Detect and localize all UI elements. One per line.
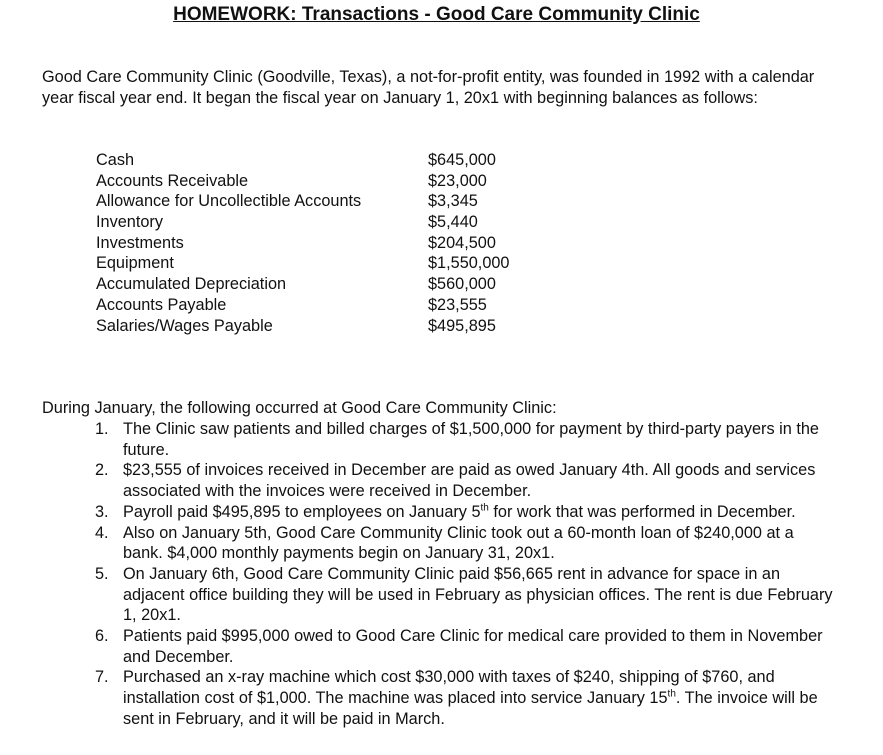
balance-row (96, 295, 510, 316)
list-item (95, 667, 835, 729)
item-number: 4. (95, 523, 109, 542)
account-amount: $23,000 (428, 171, 487, 190)
item-number: 3. (95, 502, 109, 521)
item-text: Purchased an x-ray machine which cost $30,000 with taxes of $240, shipping of $760, and installation cost of $1,000. The machine was placed into service January 15th. The invoice will be sent in February, and it will be paid in March. (123, 668, 818, 728)
account-amount: $1,550,000 (428, 254, 510, 273)
transactions-lead: During January, the following occurred at Good Care Community Clinic: (42, 399, 557, 417)
list-item (95, 564, 835, 626)
transaction-list (95, 419, 835, 730)
item-number: 2. (95, 461, 109, 480)
account-name: Accounts Payable (96, 295, 227, 314)
balance-row (96, 212, 510, 233)
account-name: Salaries/Wages Payable (96, 316, 273, 335)
list-item (95, 626, 835, 667)
item-text: The Clinic saw patients and billed charges of $1,500,000 for payment by third-party payers in the future. (123, 420, 819, 459)
list-item (95, 523, 835, 564)
account-amount: $560,000 (428, 275, 496, 294)
item-number: 7. (95, 668, 109, 687)
account-amount: $5,440 (428, 213, 478, 232)
account-amount: $645,000 (428, 151, 496, 169)
item-text: Payroll paid $495,895 to employees on January 5th for work that was performed in December. (123, 502, 796, 521)
item-number: 6. (95, 627, 109, 646)
account-name: Accounts Receivable (96, 171, 249, 190)
beginning-balances-table (96, 150, 510, 336)
list-item (95, 502, 835, 523)
account-amount: $23,555 (428, 295, 487, 314)
balance-row (96, 233, 510, 254)
balance-row (96, 171, 510, 192)
list-item (95, 460, 835, 501)
item-text: Patients paid $995,000 owed to Good Care Clinic for medical care provided to them in November and December. (123, 627, 823, 666)
balance-row (96, 253, 510, 274)
item-text: $23,555 of invoices received in December are paid as owed January 4th. All goods and services associated with the invoices were received in December. (123, 461, 816, 501)
account-name: Cash (96, 151, 135, 169)
account-name: Equipment (96, 254, 174, 273)
balance-row (96, 191, 510, 212)
list-item (95, 419, 835, 460)
account-name: Accumulated Depreciation (96, 275, 287, 294)
item-text: Also on January 5th, Good Care Community Clinic took out a 60-month loan of $240,000 at a bank. $4,000 monthly payments begin on January 31, 20x1. (123, 523, 794, 563)
balance-row (96, 150, 510, 171)
balance-row (96, 316, 510, 337)
intro-paragraph: Good Care Community Clinic (Goodville, Texas), a not-for-profit entity, was founded in 1992 with a calendar year fiscal year end. It began the fiscal year on January 1, 20x1 with beginning balances as follows: (42, 68, 815, 107)
balance-row (96, 274, 510, 295)
account-amount: $495,895 (428, 316, 496, 335)
item-number: 5. (95, 564, 109, 583)
account-amount: $3,345 (428, 192, 478, 211)
page-title: HOMEWORK: Transactions - Good Care Community Clinic (173, 4, 700, 25)
account-name: Inventory (96, 213, 163, 232)
item-text: On January 6th, Good Care Community Clinic paid $56,665 rent in advance for space in an adjacent office building they will be used in February as physician offices. The rent is due February 1, 20x1. (123, 564, 833, 625)
account-name: Allowance for Uncollectible Accounts (96, 192, 362, 211)
item-number: 1. (95, 420, 109, 438)
account-amount: $204,500 (428, 233, 496, 252)
account-name: Investments (96, 233, 184, 252)
